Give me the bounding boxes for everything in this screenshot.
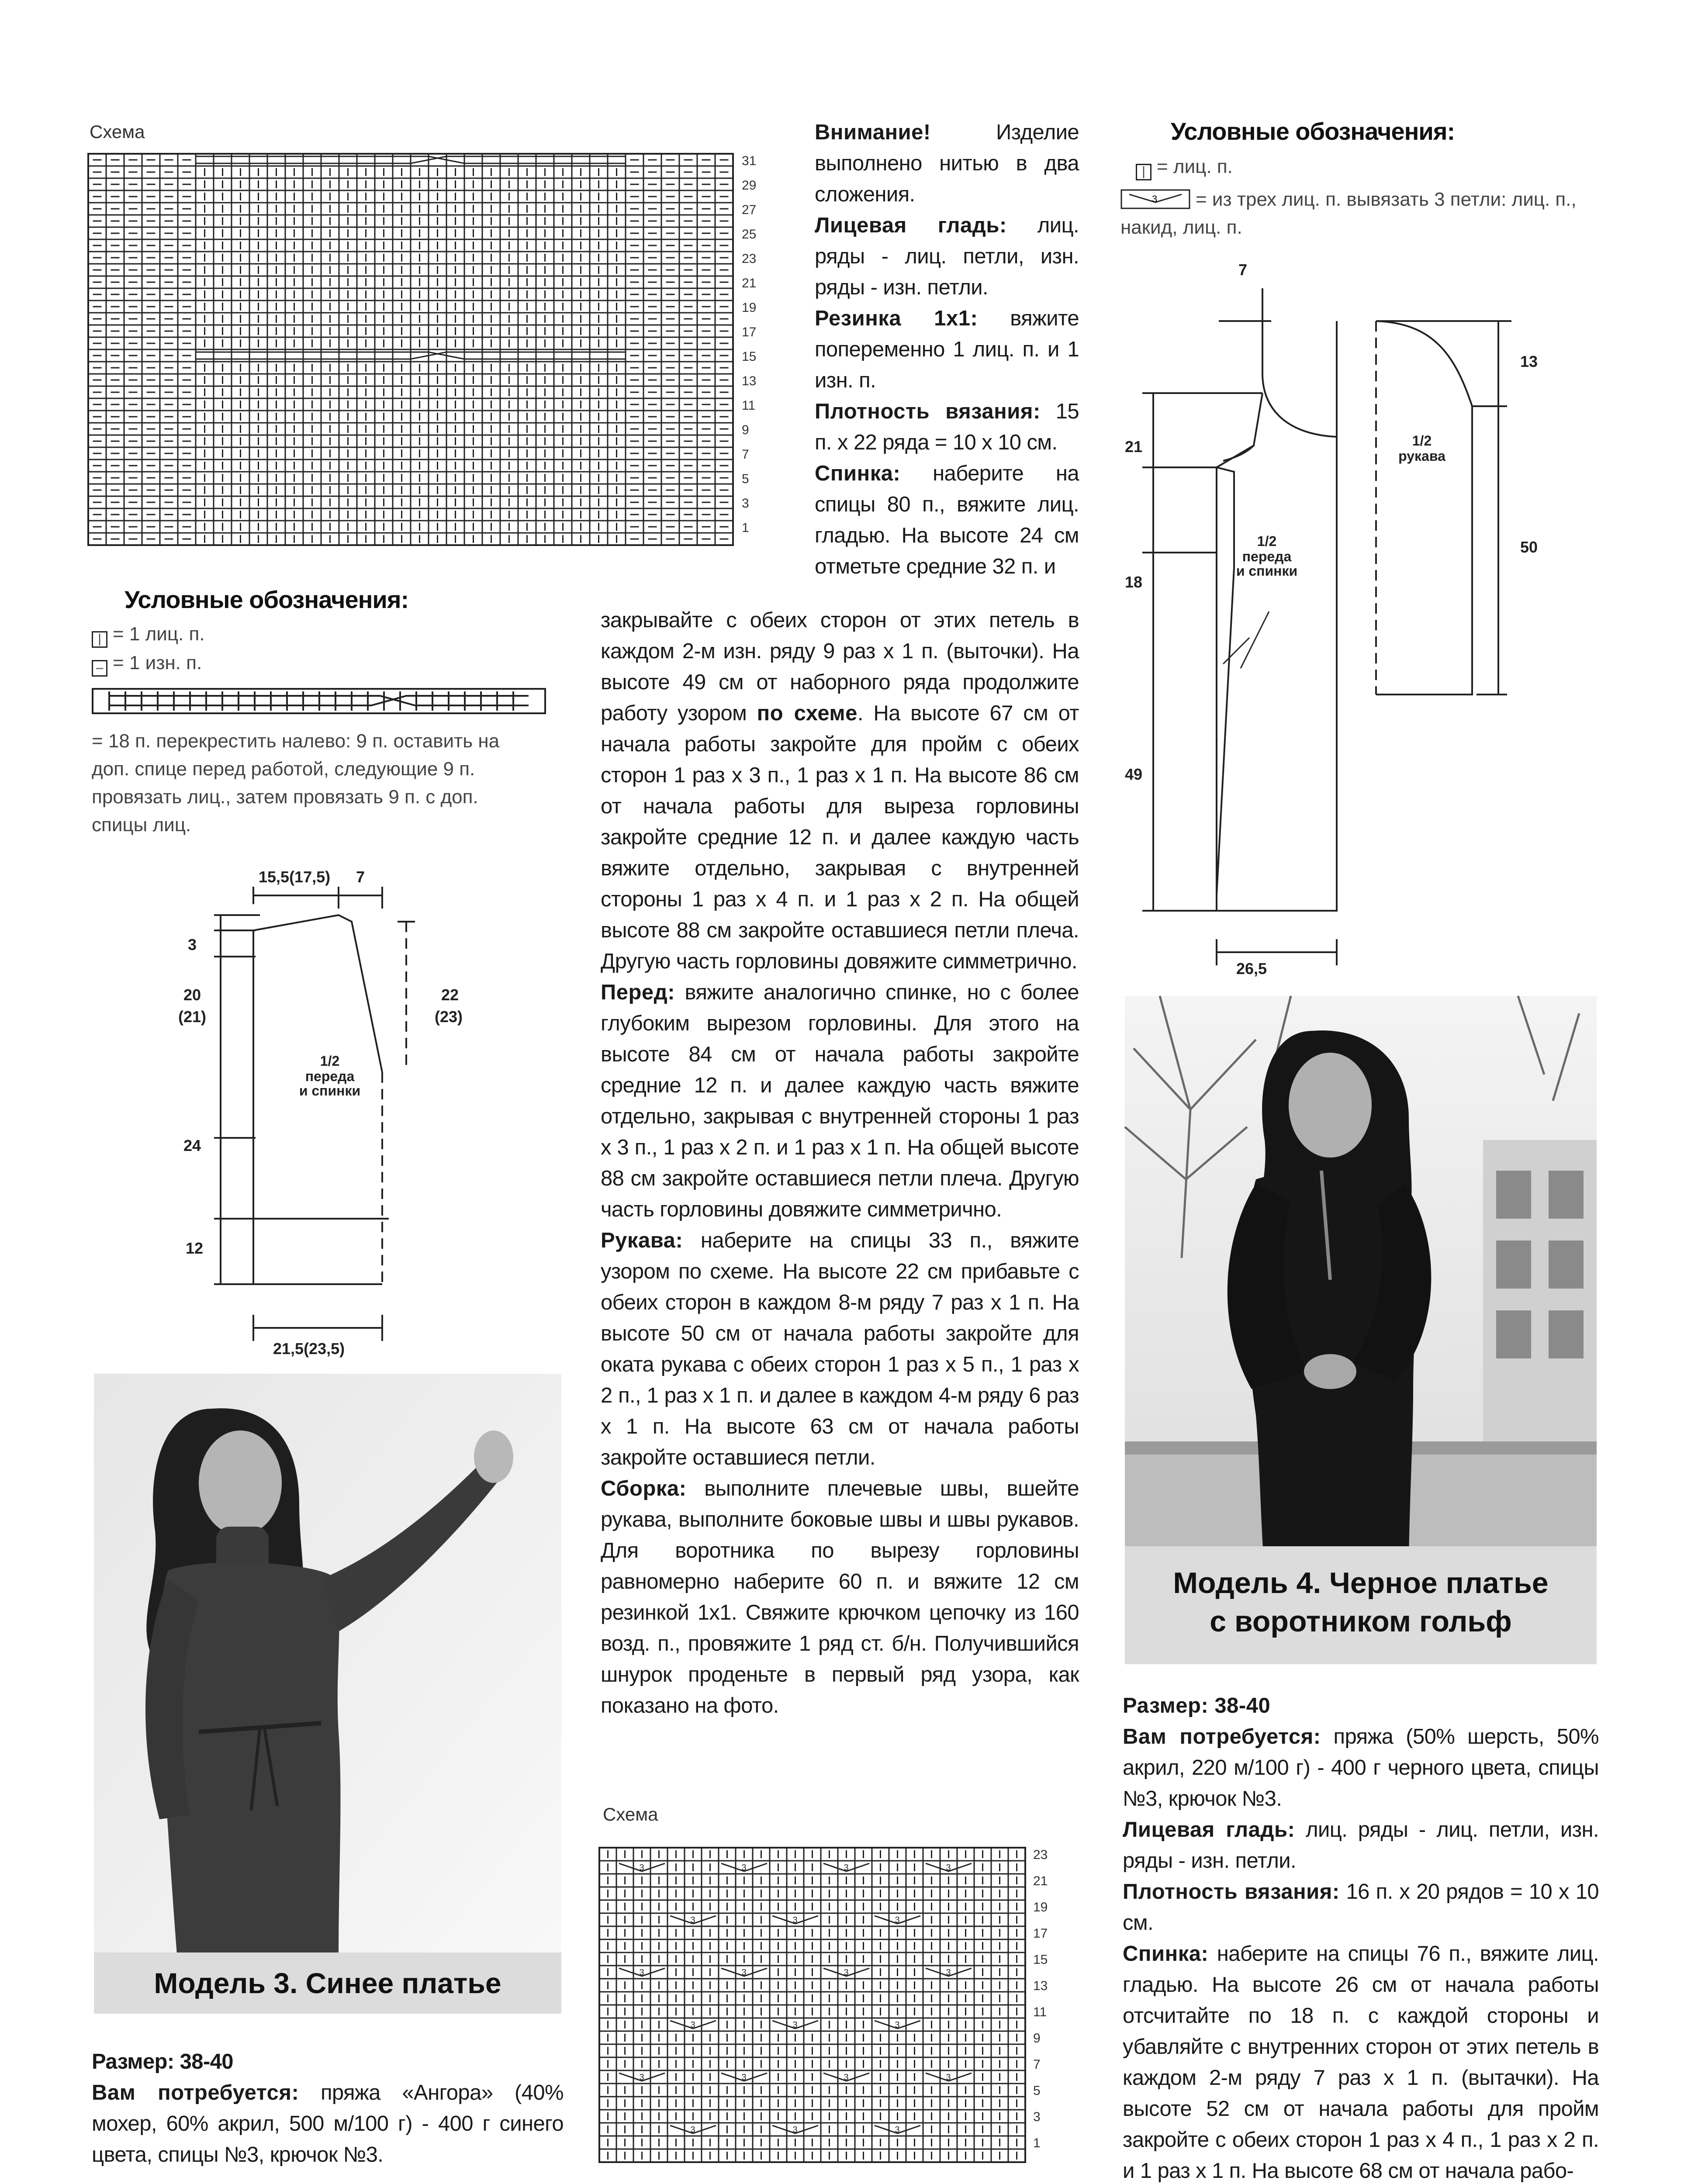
piece-label-2: переда (305, 1068, 355, 1084)
photo-caption-model-4-line-2: с воротником гольф (1210, 1605, 1512, 1638)
gauge-text: 15 п. х 22 ряда = 10 х 10 см. (815, 400, 1079, 454)
middle-top-block (815, 117, 1079, 582)
row-number: 19 (742, 301, 757, 315)
needs-text-left: пряжа «Ангора» (40% мохер, 60% акрил, 500 м/100 г) - 400 г синего цвета, спицы №3, крючок №3. (92, 2081, 564, 2167)
stockinette-text: лиц. ряды - лиц. петли, изн. ряды - изн. петли. (815, 214, 1079, 299)
row-number: 11 (1033, 2005, 1047, 2019)
assembly-label: Сборка: (601, 1477, 687, 1500)
dim-20: 20 (183, 986, 201, 1004)
legend-title-left: Условные обозначения: (124, 586, 409, 613)
three-stitch-symbol-icon (1120, 189, 1190, 209)
row-number: 17 (742, 325, 757, 339)
dim-r-49: 49 (1125, 765, 1143, 783)
row-number: 9 (742, 423, 749, 437)
rib-label: Резинка 1x1: (815, 307, 978, 330)
three-stitch-label: 3 (690, 1915, 695, 1925)
purl-symbol-icon: – (92, 660, 107, 677)
piece-r-label-3: и спинки (1236, 563, 1298, 579)
legend-knit-left (92, 620, 205, 648)
row-number: 25 (742, 227, 757, 242)
size-right: Размер: 38-40 (1123, 1694, 1271, 1717)
sleeve-label-1: 1/2 (1412, 433, 1432, 449)
symbol-3: 3 (1152, 194, 1158, 204)
three-stitch-label: 3 (639, 1968, 644, 1977)
three-stitch-label: 3 (639, 2073, 644, 2082)
dim-3: 3 (188, 936, 197, 954)
dress-pattern-diagram-left (144, 868, 511, 1363)
three-stitch-label: 3 (895, 1915, 900, 1925)
size-left: Размер: 38-40 (92, 2050, 233, 2073)
eyelet-knitting-chart (598, 1847, 1096, 2174)
stockinette-text-right: лиц. ряды - лиц. петли, изн. ряды - изн. петли. (1123, 1818, 1599, 1873)
three-stitch-label: 3 (792, 1915, 798, 1925)
row-number: 1 (1033, 2136, 1041, 2150)
row-number: 13 (742, 374, 757, 388)
three-stitch-label: 3 (895, 2125, 900, 2135)
three-stitch-label: 3 (639, 1863, 644, 1873)
back-text-scheme: по схеме (757, 702, 858, 725)
stockinette-label-right: Лицевая гладь: (1123, 1818, 1295, 1842)
woman-in-blue-dress-photo (94, 1374, 561, 1955)
dress-pattern-diagram-right (1118, 262, 1603, 978)
gauge-text-right: 16 п. х 20 рядов = 10 х 10 см. (1123, 1880, 1599, 1935)
needs-label-left: Вам потребуется: (92, 2081, 299, 2105)
sleeve-label-2: рукава (1398, 448, 1445, 464)
back-text-3: . На высоте 67 см от начала работы закройте для пройм с обеих сторон 1 раз х 3 п., 1 раз х 1 п. На высоте 86 см от начала работы для выреза горловины закройте средние 12 п. и далее каждую часть вяжите отдельно, закрывая с внутренней стороны 1 раз х 4 п. и 1 раз х 2 п. На общей высоте 88 см закройте оставшиеся петли плеча. Другую часть горловины довяжите симметрично. (601, 702, 1079, 973)
attention-label: Внимание! (815, 121, 931, 144)
piece-r-label-2: переда (1242, 549, 1292, 564)
legend-knit-text: = 1 лиц. п. (113, 623, 205, 645)
row-number: 31 (742, 154, 757, 168)
knit-symbol-icon: | (92, 631, 107, 648)
sleeves-label: Рукава: (601, 1229, 683, 1252)
cable-symbol-icon (92, 688, 546, 714)
row-number: 23 (742, 252, 757, 266)
photo-model-4 (1125, 996, 1597, 1572)
row-number: 15 (1033, 1952, 1048, 1967)
three-stitch-label: 3 (690, 2020, 695, 2030)
piece-label-3: и спинки (299, 1083, 361, 1099)
row-number: 3 (742, 496, 749, 511)
row-number: 5 (1033, 2084, 1041, 2098)
photo-caption-model-4 (1125, 1546, 1597, 1664)
dim-r-width: 26,5 (1236, 960, 1267, 978)
back-label-right: Спинка: (1123, 1942, 1209, 1966)
dim-r-21: 21 (1125, 438, 1143, 456)
legend-cable-text: = 18 п. перекрестить налево: 9 п. оставить на доп. спице перед работой, следующие 9 п. провязать лиц., затем провязать 9 п. с доп. спицы лиц. (92, 730, 500, 836)
scheme-caption-left: Схема (90, 121, 145, 142)
dim-width-top: 15,5(17,5) (259, 868, 331, 886)
photo-caption-model-3: Модель 3. Синее платье (94, 1952, 561, 2014)
back-text-1: наберите на спицы 80 п., вяжите лиц. гладью. На высоте 24 см отметьте средние 32 п. и (815, 462, 1079, 578)
scheme-caption-middle: Схема (603, 1804, 658, 1825)
knit-symbol-icon-right: | (1136, 164, 1151, 180)
needs-label-right: Вам потребуется: (1123, 1725, 1321, 1749)
three-stitch-label: 3 (844, 2073, 849, 2082)
piece-r-label-1: 1/2 (1257, 533, 1277, 549)
row-number: 23 (1033, 1848, 1048, 1862)
three-stitch-label: 3 (690, 2125, 695, 2135)
row-number: 11 (742, 398, 756, 413)
legend-knit-right-text: = лиц. п. (1157, 156, 1233, 177)
legend-purl-left (92, 649, 202, 677)
gauge-label: Плотность вязания: (815, 400, 1041, 423)
stockinette-label: Лицевая гладь: (815, 214, 1007, 237)
three-stitch-label: 3 (895, 2020, 900, 2030)
row-number: 7 (742, 447, 749, 462)
attention-text: Изделие выполнено нитью в два сложения. (815, 121, 1079, 206)
legend-title-right: Условные обозначения: (1171, 117, 1455, 145)
row-number: 3 (1033, 2110, 1041, 2124)
assembly-text: выполните плечевые швы, вшейте рукава, выполните боковые швы и швы рукавов. Для воротника по вырезу горловины равномерно наберите 60 п. и вяжите 12 см резинкой 1x1. Свяжите крючком цепочку из 160 возд. п., провяжите 1 ряд ст. б/н. Получившийся шнурок проденьте в первый ряд узора, как показано на фото. (601, 1477, 1079, 1717)
row-number: 7 (1033, 2057, 1041, 2072)
three-stitch-label: 3 (741, 1968, 747, 1977)
piece-label-1: 1/2 (320, 1053, 340, 1069)
three-stitch-label: 3 (741, 2073, 747, 2082)
needs-text-right: пряжа (50% шерсть, 50% акрил, 220 м/100 г) - 400 г черного цвета, спицы №3, крючок №3. (1123, 1725, 1599, 1811)
three-stitch-label: 3 (741, 1863, 747, 1873)
row-number: 5 (742, 472, 749, 486)
dim-24: 24 (183, 1137, 201, 1154)
legend-knit-right (1136, 153, 1233, 181)
photo-caption-model-4-line-1: Модель 4. Черное платье (1173, 1566, 1549, 1600)
gauge-label-right: Плотность вязания: (1123, 1880, 1340, 1904)
three-stitch-label: 3 (792, 2020, 798, 2030)
right-text-block (1123, 1690, 1599, 2184)
dim-r-50: 50 (1520, 538, 1538, 556)
dim-22: 22 (441, 986, 459, 1004)
dim-r-18: 18 (1125, 573, 1143, 591)
row-number: 15 (742, 349, 757, 364)
three-stitch-label: 3 (946, 2073, 951, 2082)
woman-in-black-dress-photo (1125, 996, 1597, 1572)
dim-width-bottom: 21,5(23,5) (273, 1340, 345, 1358)
row-number: 29 (742, 178, 757, 193)
row-number: 1 (742, 521, 749, 535)
cable-knitting-chart (87, 152, 821, 571)
row-number: 21 (1033, 1874, 1048, 1888)
front-label: Перед: (601, 981, 675, 1004)
dim-21: (21) (178, 1008, 207, 1026)
row-number: 17 (1033, 1926, 1048, 1941)
dim-shoulder: 7 (356, 868, 365, 886)
back-text-right: наберите на спицы 76 п., вяжите лиц. гладью. На высоте 26 см от начала работы отсчитайте по 18 п. с каждой стороны и убавляйте с внутренних сторон от этих петель в каждом 2-м ряду 7 раз х 1 п. (вытачки). На высоте 52 см от начала работы для пройм закройте с обеих сторон 1 раз х 4 п., 1 раз х 2 п. и 1 раз х 1 п. На высоте 68 см от начала рабо- (1123, 1942, 1599, 2183)
three-stitch-label: 3 (844, 1968, 849, 1977)
sleeves-text: наберите на спицы 33 п., вяжите узором по схеме. На высоте 22 см прибавьте с обеих сторон в каждом 8-м ряду 7 раз х 1 п. На высоте 50 см от начала работы закройте для оката рукава с обеих сторон 1 раз х 5 п., 1 раз х 2 п., 1 раз х 1 п. и далее в каждом 4-м ряду 6 раз х 1 п. На высоте 63 см от начала работы закройте оставшиеся петли. (601, 1229, 1079, 1469)
dim-23: (23) (435, 1008, 463, 1026)
needs-left (92, 2077, 564, 2170)
legend-purl-text: = 1 изн. п. (113, 652, 202, 674)
row-number: 13 (1033, 1979, 1048, 1993)
middle-main-block (601, 605, 1079, 1721)
row-number: 21 (742, 276, 757, 290)
back-label: Спинка: (815, 462, 901, 485)
row-number: 19 (1033, 1900, 1048, 1914)
dim-r-13: 13 (1520, 352, 1538, 370)
three-stitch-label: 3 (946, 1863, 951, 1873)
rib-text: вяжите попеременно 1 лиц. п. и 1 изн. п. (815, 307, 1079, 392)
dim-r-shoulder: 7 (1238, 261, 1248, 279)
back-text-2: закрывайте с обеих сторон от этих петель в каждом 2-м изн. ряду 9 раз х 1 п. (выточки). На высоте 49 см от наборного ряда продолжите работу узором (601, 608, 1079, 725)
three-stitch-label: 3 (946, 1968, 951, 1977)
three-stitch-label: 3 (844, 1863, 849, 1873)
row-number: 9 (1033, 2031, 1041, 2046)
photo-model-3 (94, 1374, 561, 1955)
row-number: 27 (742, 203, 757, 217)
dim-12: 12 (186, 1239, 204, 1257)
legend-3-text: = из трех лиц. п. вывязать 3 петли: лиц. п., накид, лиц. п. (1120, 189, 1577, 238)
legend-3-right (1120, 186, 1592, 242)
front-text: вяжите аналогично спинке, но с более глубоким вырезом горловины. Для этого на высоте 84 см от начала работы закройте средние 12 п. и далее каждую часть вяжите отдельно, закрывая с внутренней стороны 1 раз х 3 п., 1 раз х 2 п. и 1 раз х 1 п. На общей высоте 88 см закройте оставшиеся петли плеча. Другую часть горловины довяжите симметрично. (601, 981, 1079, 1221)
three-stitch-label: 3 (792, 2125, 798, 2135)
